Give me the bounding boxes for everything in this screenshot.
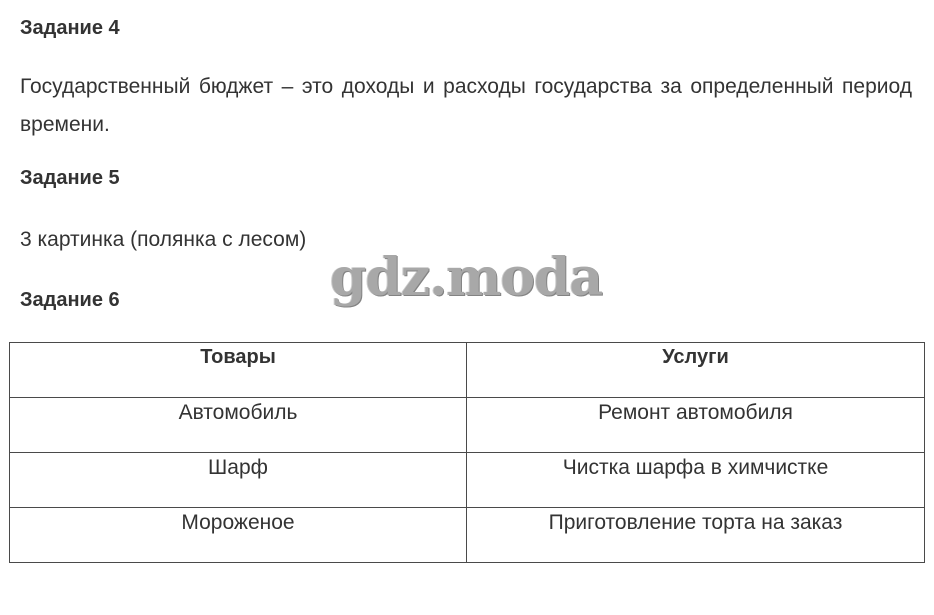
table-header-row: [10, 343, 925, 398]
watermark-logo: gdz.moda: [330, 247, 603, 308]
task-4-heading: Задание 4: [20, 17, 120, 39]
header-services: Услуги: [467, 343, 925, 398]
task-4-answer: Государственный бюджет – это доходы и расходы государства за определенный период времени.: [20, 75, 912, 136]
table-row: [10, 398, 925, 453]
table-row: [10, 508, 925, 563]
goods-services-table: [9, 342, 925, 563]
table-cell-services: Ремонт автомобиля: [467, 398, 925, 453]
task-5-answer: 3 картинка (полянка с лесом): [20, 228, 307, 251]
table-row: [10, 453, 925, 508]
table-cell-services: Приготовление торта на заказ: [467, 508, 925, 563]
table-cell-goods: Мороженое: [10, 508, 467, 563]
task-6-heading: Задание 6: [20, 289, 120, 311]
table-cell-goods: Шарф: [10, 453, 467, 508]
table-cell-goods: Автомобиль: [10, 398, 467, 453]
table-cell-services: Чистка шарфа в химчистке: [467, 453, 925, 508]
task-5-heading: Задание 5: [20, 167, 120, 189]
header-goods: Товары: [10, 343, 467, 398]
